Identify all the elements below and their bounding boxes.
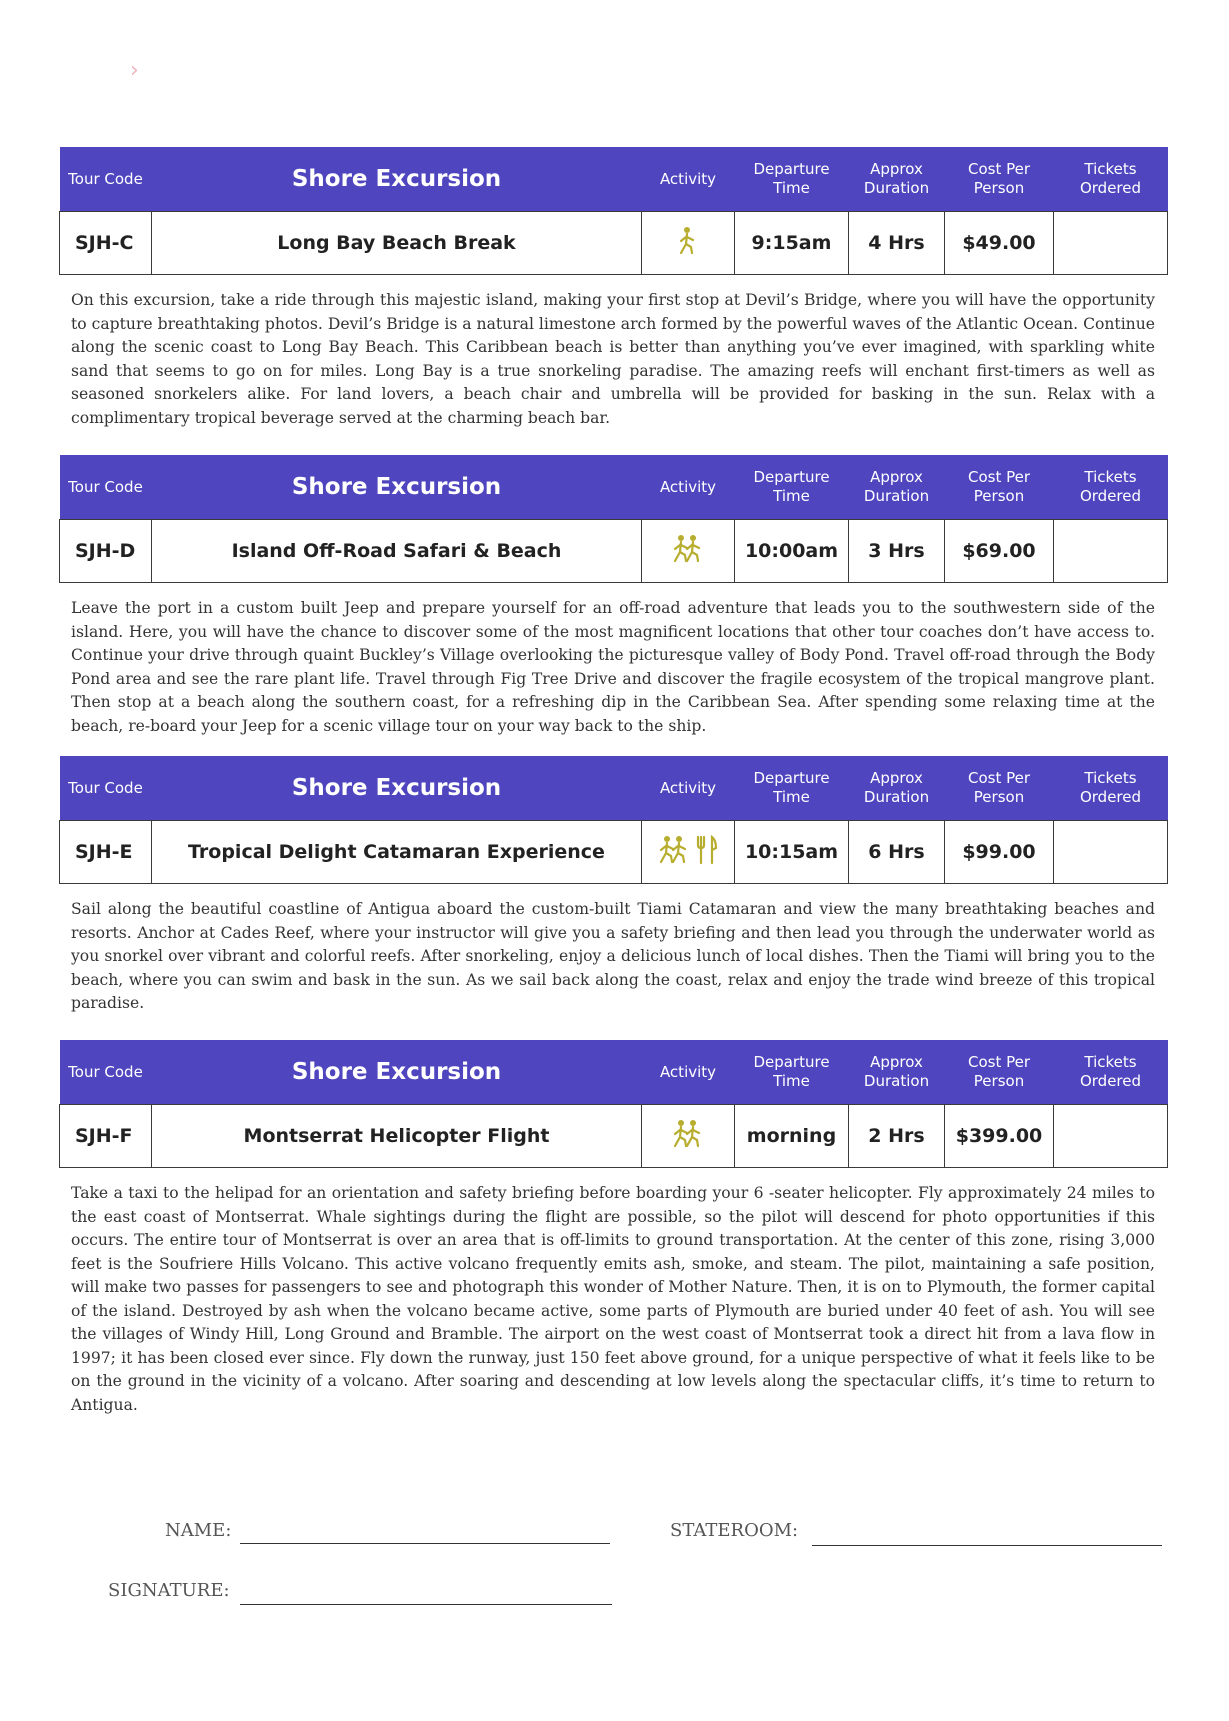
excursion-description: On this excursion, take a ride through this majestic island, making your first stop at Devil’s Bridge, where you will have the opportunity to capture breathtaking photos. Devil’s Bridge is a natural limestone arch formed by the powerful waves of the Atlantic Ocean. Continue along the scenic coast to Long Bay Beach. This Caribbean beach is better than anything you’ve ever imagined, with sparkling white sand that seems to go on for miles. Long Bay is a true snorkeling paradise. The amazing reefs will enchant first-timers as well as seasoned snorkelers alike. For land lovers, a beach chair and umbrella will be provided for basking in the sun. Relax with a complimentary tropical beverage served at the charming beach bar. [71, 291, 1155, 427]
header-activity: Activity [642, 455, 735, 520]
header-cost-per-person: Cost Per Person [945, 1040, 1054, 1105]
header-tickets-ordered: Tickets Ordered [1054, 1040, 1168, 1105]
header-tour-code: Tour Code [60, 147, 152, 212]
header-tour-code: Tour Code [60, 455, 152, 520]
duration: 2 Hrs [849, 1105, 945, 1168]
stateroom-label: STATEROOM: [670, 1520, 799, 1541]
header-tickets-ordered: Tickets Ordered [1054, 756, 1168, 821]
header-activity: Activity [642, 756, 735, 821]
header-cost-per-person: Cost Per Person [945, 455, 1054, 520]
excursion-table [59, 455, 1168, 583]
stray-pen-mark: › [130, 58, 139, 83]
tour-code: SJH-C [60, 212, 152, 275]
table-header-row [60, 756, 1168, 821]
name-label: NAME: [165, 1520, 232, 1541]
table-header-row [60, 1040, 1168, 1105]
header-approx-duration: Approx Duration [849, 147, 945, 212]
activity-cell [642, 1105, 735, 1168]
cost: $399.00 [945, 1105, 1054, 1168]
excursion-sjh-d [59, 455, 1167, 738]
tickets-ordered-field[interactable] [1054, 1105, 1168, 1168]
tour-code: SJH-F [60, 1105, 152, 1168]
header-departure-time: Departure Time [735, 455, 849, 520]
header-tour-code: Tour Code [60, 1040, 152, 1105]
header-cost-per-person: Cost Per Person [945, 147, 1054, 212]
signature-field[interactable] [240, 1604, 612, 1605]
tickets-ordered-field[interactable] [1054, 212, 1168, 275]
table-header-row [60, 455, 1168, 520]
excursion-name: Island Off-Road Safari & Beach [152, 520, 642, 583]
header-departure-time: Departure Time [735, 756, 849, 821]
header-cost-per-person: Cost Per Person [945, 756, 1054, 821]
header-approx-duration: Approx Duration [849, 756, 945, 821]
header-shore-excursion: Shore Excursion [152, 756, 642, 821]
excursion-name: Montserrat Helicopter Flight [152, 1105, 642, 1168]
two-persons-walking-icon [657, 834, 691, 866]
table-header-row [60, 147, 1168, 212]
excursion-description: Take a taxi to the helipad for an orientation and safety briefing before boarding your 6 -seater helicopter. Fly approximately 24 miles to the east coast of Montserrat. Whale sightings during the flight are possible, so the pilot will descend for photo opportunities if this occurs. The entire tour of Montserrat is over an area that is off-limits to ground transportation. At the center of this zone, rising 3,000 feet is the Soufriere Hills Volcano. This active volcano frequently emits ash, smoke, and steam. The pilot, maintaining a safe position, will make two passes for passengers to see and photograph this wonder of Mother Nature. Then, it is on to Plymouth, the former capital of the island. Destroyed by ash when the volcano became active, some parts of Plymouth are buried under 40 feet of ash. You will see the villages of Windy Hill, Long Ground and Bramble. The airport on the west coast of Montserrat took a direct hit from a lava flow in 1997; it has been closed ever since. Fly down the runway, just 150 feet above ground, for a unique perspective of what it feels like to be on the ground in the vicinity of a volcano. After soaring and descending at low levels along the spectacular cliffs, it’s time to return to Antigua. [71, 1184, 1155, 1414]
two-persons-walking-icon [671, 533, 705, 565]
header-tickets-ordered: Tickets Ordered [1054, 455, 1168, 520]
table-row [60, 212, 1168, 275]
excursion-description: Leave the port in a custom built Jeep and prepare yourself for an off-road adventure that leads you to the southwestern side of the island. Here, you will have the chance to discover some of the most magnificent locations that other tour coaches don’t have access to. Continue your drive through quaint Buckley’s Village overlooking the picturesque valley of Body Pond. Travel off-road through the Body Pond area and see the rare plant life. Travel through Fig Tree Drive and discover the fragile ecosystem of the tropical mangrove plant. Then stop at a beach along the southern coast, for a refreshing dip in the Caribbean Sea. After spending some relaxing time at the beach, re-board your Jeep for a scenic village tour on your way back to the ship. [71, 599, 1155, 735]
cost: $99.00 [945, 821, 1054, 884]
name-field[interactable] [240, 1543, 610, 1544]
activity-cell [642, 520, 735, 583]
excursion-name: Tropical Delight Catamaran Experience [152, 821, 642, 884]
tickets-ordered-field[interactable] [1054, 520, 1168, 583]
duration: 3 Hrs [849, 520, 945, 583]
departure-time: morning [735, 1105, 849, 1168]
walking-person-icon [677, 225, 699, 257]
header-departure-time: Departure Time [735, 147, 849, 212]
header-shore-excursion: Shore Excursion [152, 147, 642, 212]
stateroom-field[interactable] [812, 1545, 1162, 1546]
header-departure-time: Departure Time [735, 1040, 849, 1105]
departure-time: 10:00am [735, 520, 849, 583]
fork-knife-icon [695, 834, 719, 866]
departure-time: 10:15am [735, 821, 849, 884]
tour-code: SJH-D [60, 520, 152, 583]
excursion-sjh-f [59, 1040, 1167, 1417]
tour-code: SJH-E [60, 821, 152, 884]
excursion-table [59, 756, 1168, 884]
two-persons-walking-icon [671, 1118, 705, 1150]
duration: 4 Hrs [849, 212, 945, 275]
header-tour-code: Tour Code [60, 756, 152, 821]
excursion-table [59, 1040, 1168, 1168]
header-shore-excursion: Shore Excursion [152, 1040, 642, 1105]
header-activity: Activity [642, 147, 735, 212]
activity-cell [642, 212, 735, 275]
signature-label: SIGNATURE: [108, 1580, 230, 1601]
header-shore-excursion: Shore Excursion [152, 455, 642, 520]
departure-time: 9:15am [735, 212, 849, 275]
cost: $69.00 [945, 520, 1054, 583]
header-approx-duration: Approx Duration [849, 1040, 945, 1105]
excursion-name: Long Bay Beach Break [152, 212, 642, 275]
tickets-ordered-field[interactable] [1054, 821, 1168, 884]
duration: 6 Hrs [849, 821, 945, 884]
header-tickets-ordered: Tickets Ordered [1054, 147, 1168, 212]
table-row [60, 821, 1168, 884]
excursion-sjh-e [59, 756, 1167, 1016]
excursion-description: Sail along the beautiful coastline of Antigua aboard the custom-built Tiami Catamaran and view the many breathtaking beaches and resorts. Anchor at Cades Reef, where your instructor will give you a safety briefing and then lead you through the underwater world as you snorkel over vibrant and colorful reefs. After snorkeling, enjoy a delicious lunch of local dishes. Then the Tiami will bring you to the beach, where you can swim and bask in the sun. As we sail back along the coast, relax and enjoy the trade wind breeze of this tropical paradise. [71, 900, 1155, 1012]
excursion-sjh-c [59, 147, 1167, 430]
activity-cell [642, 821, 735, 884]
header-approx-duration: Approx Duration [849, 455, 945, 520]
excursion-table [59, 147, 1168, 275]
table-row [60, 520, 1168, 583]
table-row [60, 1105, 1168, 1168]
cost: $49.00 [945, 212, 1054, 275]
header-activity: Activity [642, 1040, 735, 1105]
